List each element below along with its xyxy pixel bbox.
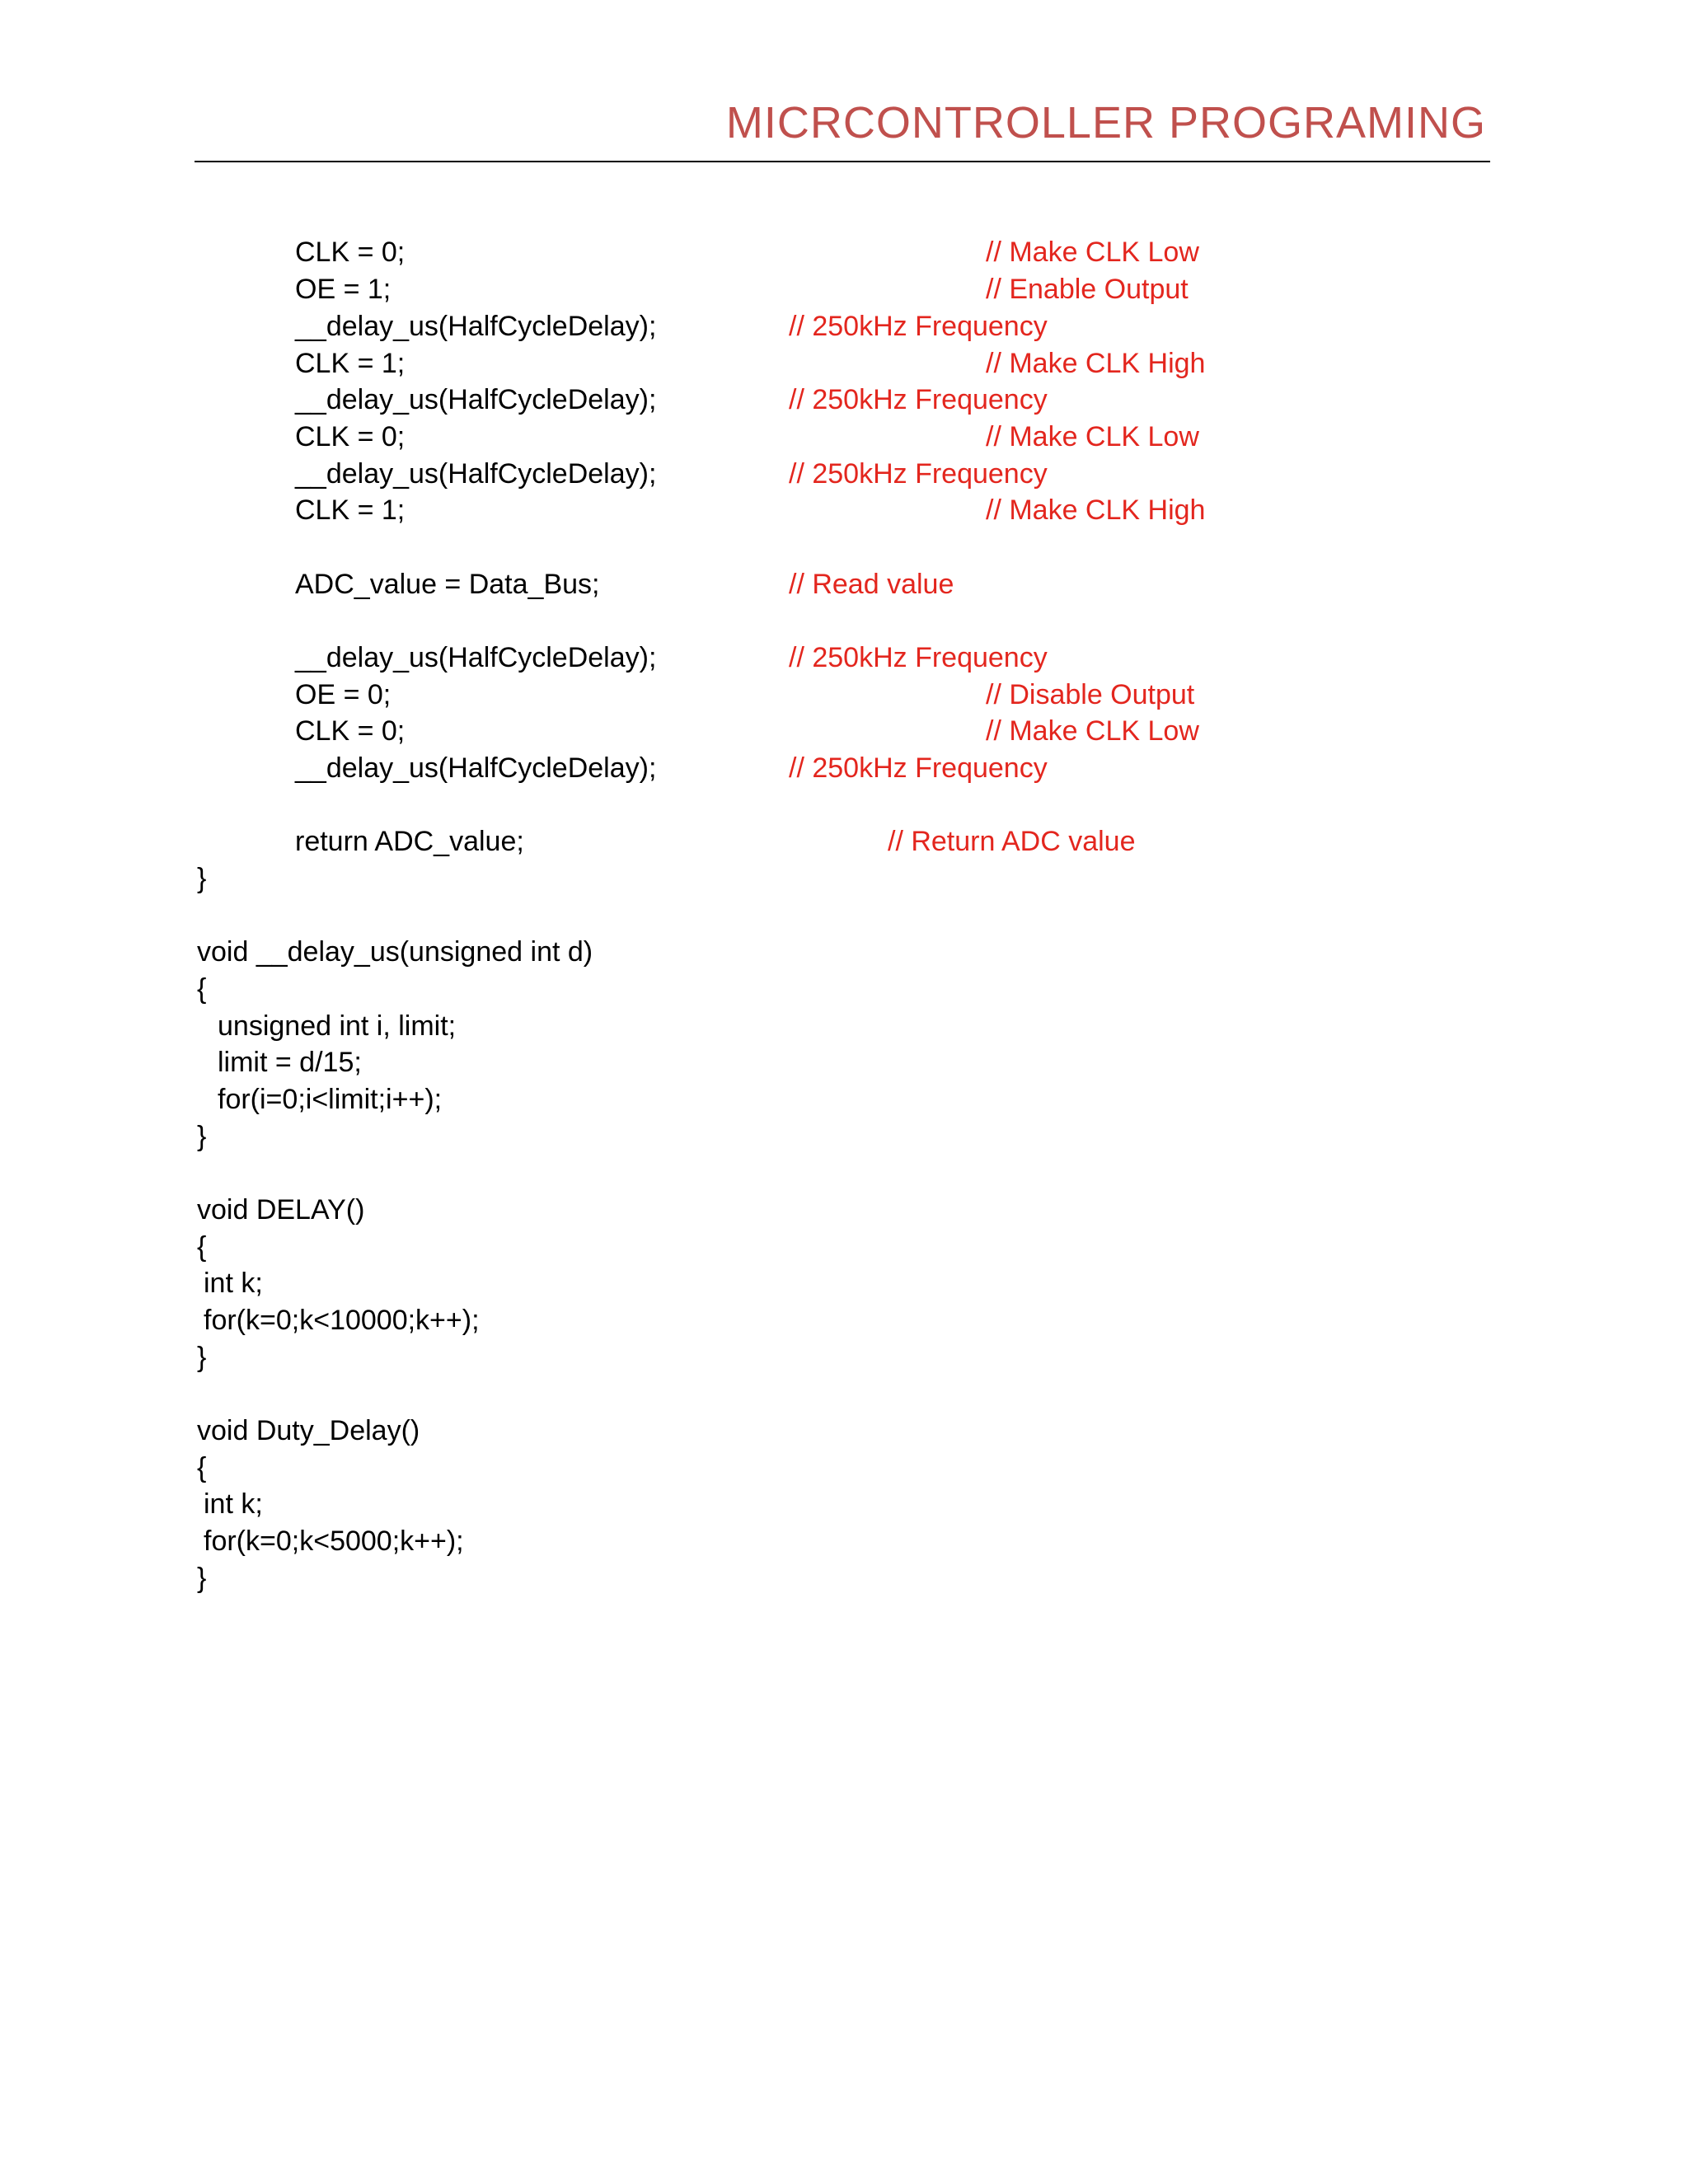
code-line <box>0 1450 1401 1486</box>
code-text: __delay_us(HalfCycleDelay); <box>295 384 657 415</box>
code-line <box>0 234 1401 270</box>
code-line <box>0 492 1401 528</box>
code-text: CLK = 0; <box>295 715 406 747</box>
code-line <box>0 640 1401 676</box>
code-comment: // 250kHz Frequency <box>789 752 1048 784</box>
code-line <box>0 1008 1401 1044</box>
code-text: CLK = 0; <box>295 421 406 452</box>
code-text: void Duty_Delay() <box>197 1415 420 1446</box>
code-line <box>0 271 1401 307</box>
code-comment: // Return ADC value <box>888 826 1136 857</box>
code-line <box>0 971 1401 1007</box>
code-text: ADC_value = Data_Bus; <box>295 569 600 600</box>
code-line <box>0 1229 1401 1265</box>
code-line <box>0 1560 1401 1596</box>
code-text: int k; <box>204 1268 263 1299</box>
code-text: for(k=0;k<5000;k++); <box>204 1526 464 1557</box>
code-text: __delay_us(HalfCycleDelay); <box>295 458 657 490</box>
code-text: void DELAY() <box>197 1194 365 1226</box>
code-line <box>0 1486 1401 1522</box>
code-line <box>0 1523 1401 1559</box>
code-line <box>0 345 1401 382</box>
code-text: } <box>197 863 207 894</box>
code-text: CLK = 0; <box>295 237 406 268</box>
code-text: OE = 0; <box>295 679 392 710</box>
code-line <box>0 382 1401 418</box>
code-line <box>0 1044 1401 1080</box>
page-header-title: MICRCONTROLLER PROGRAMING <box>725 98 1486 148</box>
code-text: } <box>197 1563 207 1594</box>
code-comment: // Enable Output <box>986 274 1189 305</box>
code-line <box>0 1118 1401 1155</box>
code-line <box>0 860 1401 897</box>
code-comment: // Make CLK Low <box>986 715 1199 747</box>
code-line <box>0 419 1401 455</box>
code-text: __delay_us(HalfCycleDelay); <box>295 752 657 784</box>
code-line <box>0 1302 1401 1338</box>
code-comment: // Make CLK High <box>986 348 1206 379</box>
code-line <box>0 713 1401 749</box>
code-line <box>0 308 1401 344</box>
header-divider <box>195 161 1490 162</box>
code-line <box>0 456 1401 492</box>
code-text: { <box>197 1231 207 1263</box>
code-text: int k; <box>204 1488 263 1520</box>
code-text: for(i=0;i<limit;i++); <box>218 1084 443 1115</box>
code-comment: // Make CLK Low <box>986 421 1199 452</box>
code-text: void __delay_us(unsigned int d) <box>197 936 593 968</box>
code-line <box>0 823 1401 860</box>
code-line <box>0 566 1401 602</box>
code-comment: // Disable Output <box>986 679 1195 710</box>
code-line <box>0 1192 1401 1228</box>
code-text: } <box>197 1121 207 1152</box>
code-line <box>0 1413 1401 1449</box>
code-text: { <box>197 1452 207 1483</box>
code-line <box>0 1081 1401 1118</box>
code-comment: // 250kHz Frequency <box>789 384 1048 415</box>
code-comment: // Read value <box>789 569 954 600</box>
code-text: unsigned int i, limit; <box>218 1010 457 1042</box>
code-comment: // Make CLK Low <box>986 237 1199 268</box>
code-text: OE = 1; <box>295 274 392 305</box>
code-text: CLK = 1; <box>295 494 406 526</box>
code-text: } <box>197 1342 207 1373</box>
code-line <box>0 934 1401 970</box>
code-text: __delay_us(HalfCycleDelay); <box>295 311 657 342</box>
code-line <box>0 677 1401 713</box>
code-line <box>0 1339 1401 1376</box>
code-text: for(k=0;k<10000;k++); <box>204 1305 480 1336</box>
code-text: return ADC_value; <box>295 826 524 857</box>
code-comment: // Make CLK High <box>986 494 1206 526</box>
code-comment: // 250kHz Frequency <box>789 458 1048 490</box>
code-text: CLK = 1; <box>295 348 406 379</box>
code-line <box>0 750 1401 786</box>
code-comment: // 250kHz Frequency <box>789 642 1048 673</box>
code-text: __delay_us(HalfCycleDelay); <box>295 642 657 673</box>
code-text: limit = d/15; <box>218 1047 362 1078</box>
code-comment: // 250kHz Frequency <box>789 311 1048 342</box>
code-text: { <box>197 973 207 1005</box>
code-line <box>0 1265 1401 1301</box>
